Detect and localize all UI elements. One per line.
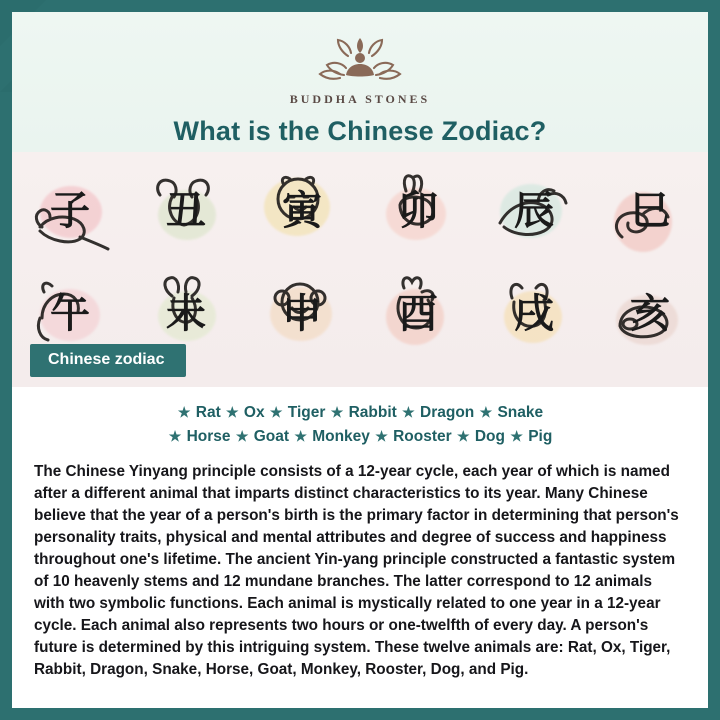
page-title: What is the Chinese Zodiac? xyxy=(173,116,547,146)
zodiac-cell-rooster xyxy=(360,263,476,366)
zodiac-caption-tab: Chinese zodiac xyxy=(30,344,186,377)
zodiac-cell-snake xyxy=(592,160,708,263)
star-icon: ★ xyxy=(330,404,344,420)
brand-logo xyxy=(12,12,708,107)
animal-goat: Goat xyxy=(253,428,289,446)
star-icon: ★ xyxy=(168,428,182,445)
animal-monkey: Monkey xyxy=(312,428,370,446)
zodiac-cell-pig xyxy=(592,263,708,366)
animal-list-row-1 xyxy=(36,401,684,425)
zodiac-glyph: 亥 xyxy=(630,290,670,336)
animal-ox: Ox xyxy=(243,404,265,421)
animal-tiger: Tiger xyxy=(287,404,326,421)
animal-rabbit: Rabbit xyxy=(348,404,397,421)
zodiac-art-band xyxy=(12,152,708,387)
zodiac-glyph: 丑 xyxy=(166,188,206,234)
header xyxy=(12,12,708,152)
animal-snake: Snake xyxy=(497,404,544,421)
zodiac-glyph: 戌 xyxy=(514,290,554,336)
zodiac-glyph: 申 xyxy=(282,290,322,336)
brand-name: BUDDHA STONES xyxy=(289,92,431,106)
zodiac-glyph: 子 xyxy=(50,188,90,234)
animal-rat: Rat xyxy=(195,404,221,421)
zodiac-glyph: 未 xyxy=(166,290,206,336)
zodiac-cell-dragon xyxy=(476,160,592,263)
star-icon: ★ xyxy=(510,428,523,445)
star-icon: ★ xyxy=(375,428,388,445)
zodiac-cell-tiger xyxy=(244,160,360,263)
zodiac-cell-monkey xyxy=(244,263,360,366)
zodiac-glyph: 酉 xyxy=(398,290,438,336)
star-icon: ★ xyxy=(269,404,283,420)
animal-dog: Dog xyxy=(474,428,505,446)
article-paragraph: The Chinese Yinyang principle consists of a 12-year cycle, each year of which is named after a different animal that imparts distinct characteristics to its year. Many Chinese believe that the year of a person's birth is the primary factor in determining that person's personality traits, physical and mental attributes and degree of success and happiness throughout one's lifetime. The ancient Yin-yang principle constructed a fantastic system of 10 heavenly stems and 12 mundane branches. The latter correspond to 12 animals with two symbolic functions. Each animal is mystically related to one year in a 12-year cycle. Each animal also represents two hours or one-twelfth of every day. A person's future is determined by this intriguing system. These twelve animals are: Rat, Ox, Tiger, Rabbit, Dragon, Snake, Horse, Goat, Monkey, Rooster, Dog, and Pig. xyxy=(34,463,679,679)
star-icon: ★ xyxy=(456,428,470,445)
star-icon: ★ xyxy=(479,404,493,420)
content-card xyxy=(12,12,708,708)
lotus-meditation-icon xyxy=(314,30,406,88)
zodiac-glyph: 辰 xyxy=(514,188,554,234)
zodiac-glyph: 卯 xyxy=(398,188,438,234)
zodiac-cell-ox xyxy=(128,160,244,263)
animal-list-row-2 xyxy=(36,425,684,449)
zodiac-glyph: 巳 xyxy=(630,188,670,234)
zodiac-cell-rabbit xyxy=(360,160,476,263)
animal-horse: Horse xyxy=(186,428,231,446)
star-icon: ★ xyxy=(402,404,415,420)
star-icon: ★ xyxy=(235,428,249,445)
zodiac-cell-dog xyxy=(476,263,592,366)
animal-pig: Pig xyxy=(528,428,553,446)
zodiac-glyph: 午 xyxy=(50,290,90,336)
zodiac-cell-rat xyxy=(12,160,128,263)
zodiac-grid xyxy=(12,160,708,365)
star-icon: ★ xyxy=(177,404,191,420)
star-icon: ★ xyxy=(294,428,307,445)
animal-name-list xyxy=(12,387,708,453)
animal-dragon: Dragon xyxy=(420,404,475,421)
animal-rooster: Rooster xyxy=(393,428,452,446)
zodiac-glyph: 寅 xyxy=(282,188,322,234)
star-icon: ★ xyxy=(226,404,239,420)
